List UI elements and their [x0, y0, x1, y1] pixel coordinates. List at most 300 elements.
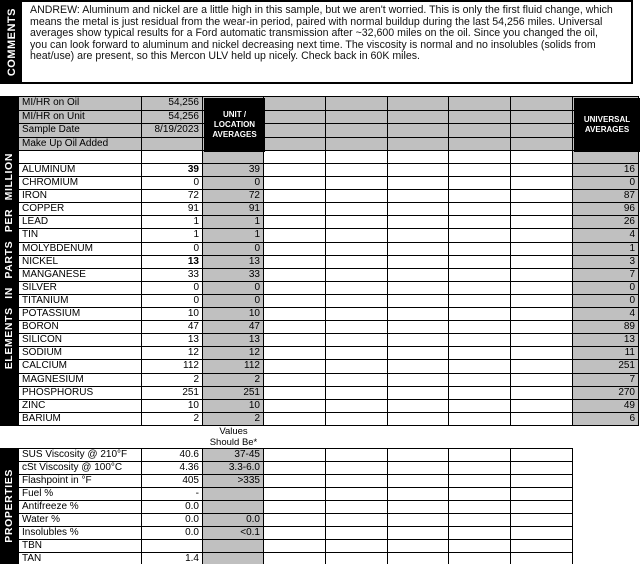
history-cell	[511, 216, 573, 229]
history-cell	[264, 269, 326, 282]
property-name: SUS Viscosity @ 210°F	[19, 449, 142, 462]
history-cell	[511, 540, 573, 553]
element-row	[19, 256, 639, 269]
history-cell	[264, 124, 326, 138]
history-cell	[449, 527, 511, 540]
history-cell	[264, 514, 326, 527]
history-cell	[388, 475, 449, 488]
history-cell	[449, 413, 511, 426]
property-should-be	[203, 540, 264, 553]
element-unit-average: 12	[203, 347, 264, 360]
history-cell	[264, 347, 326, 360]
element-row	[19, 347, 639, 360]
element-current-value: 12	[142, 347, 203, 360]
property-name: Flashpoint in °F	[19, 475, 142, 488]
history-cell	[449, 321, 511, 334]
element-current-value: 47	[142, 321, 203, 334]
spacer-cell	[573, 151, 639, 164]
history-cell	[326, 190, 388, 203]
element-row	[19, 321, 639, 334]
history-cell	[264, 387, 326, 400]
element-current-value: 251	[142, 387, 203, 400]
history-cell	[388, 295, 449, 308]
history-cell	[326, 374, 388, 387]
spacer-cell	[203, 151, 264, 164]
history-cell	[264, 475, 326, 488]
history-cell	[264, 527, 326, 540]
element-row	[19, 216, 639, 229]
element-unit-average: 13	[203, 334, 264, 347]
history-cell	[264, 308, 326, 321]
sample-info-row	[19, 124, 639, 138]
history-cell	[326, 475, 388, 488]
history-cell	[388, 360, 449, 373]
history-cell	[388, 177, 449, 190]
history-cell	[449, 269, 511, 282]
element-name: NICKEL	[19, 256, 142, 269]
history-cell	[449, 97, 511, 111]
history-cell	[264, 462, 326, 475]
property-current-value: 405	[142, 475, 203, 488]
history-cell	[449, 387, 511, 400]
history-cell	[388, 334, 449, 347]
history-cell	[326, 488, 388, 501]
history-cell	[388, 501, 449, 514]
history-cell	[511, 462, 573, 475]
element-universal-average: 270	[573, 387, 639, 400]
element-row	[19, 269, 639, 282]
history-cell	[264, 256, 326, 269]
unit-location-averages-header: UNIT / LOCATION AVERAGES	[204, 98, 265, 152]
element-current-value: 33	[142, 269, 203, 282]
history-cell	[264, 449, 326, 462]
element-name: IRON	[19, 190, 142, 203]
history-cell	[264, 138, 326, 152]
sample-info-label: Make Up Oil Added	[19, 138, 142, 152]
history-cell	[449, 243, 511, 256]
history-cell	[264, 540, 326, 553]
history-cell	[388, 449, 449, 462]
element-unit-average: 33	[203, 269, 264, 282]
history-cell	[264, 243, 326, 256]
property-current-value: 0.0	[142, 514, 203, 527]
sample-info-row	[19, 97, 639, 111]
history-cell	[388, 321, 449, 334]
history-cell	[511, 347, 573, 360]
element-name: PHOSPHORUS	[19, 387, 142, 400]
history-cell	[326, 256, 388, 269]
property-current-value: -	[142, 488, 203, 501]
history-cell	[511, 243, 573, 256]
property-current-value: 1.4	[142, 553, 203, 564]
history-cell	[326, 138, 388, 152]
history-cell	[511, 374, 573, 387]
history-cell	[326, 321, 388, 334]
history-cell	[388, 553, 449, 564]
history-cell	[449, 475, 511, 488]
history-cell	[449, 334, 511, 347]
history-cell	[326, 347, 388, 360]
history-cell	[264, 229, 326, 242]
sample-info-label: Sample Date	[19, 124, 142, 138]
history-cell	[264, 413, 326, 426]
history-cell	[511, 190, 573, 203]
history-cell	[388, 256, 449, 269]
history-cell	[326, 308, 388, 321]
sample-info-label: MI/HR on Oil	[19, 97, 142, 111]
element-universal-average: 96	[573, 203, 639, 216]
history-cell	[264, 360, 326, 373]
history-cell	[388, 190, 449, 203]
history-cell	[449, 216, 511, 229]
element-current-value: 10	[142, 400, 203, 413]
history-cell	[264, 111, 326, 125]
history-cell	[511, 308, 573, 321]
element-unit-average: 2	[203, 413, 264, 426]
history-cell	[264, 295, 326, 308]
element-universal-average: 87	[573, 190, 639, 203]
element-name: MAGNESIUM	[19, 374, 142, 387]
element-row	[19, 282, 639, 295]
history-cell	[449, 111, 511, 125]
element-unit-average: 2	[203, 374, 264, 387]
history-cell	[511, 553, 573, 564]
element-current-value: 1	[142, 229, 203, 242]
history-cell	[326, 501, 388, 514]
element-name: BORON	[19, 321, 142, 334]
spacer-row	[19, 151, 639, 164]
history-cell	[326, 229, 388, 242]
history-cell	[511, 124, 573, 138]
property-rows	[19, 449, 573, 564]
history-cell	[511, 413, 573, 426]
property-row	[19, 553, 573, 564]
element-row	[19, 413, 639, 426]
element-unit-average: 47	[203, 321, 264, 334]
property-current-value	[142, 540, 203, 553]
element-current-value: 0	[142, 177, 203, 190]
element-unit-average: 0	[203, 177, 264, 190]
element-universal-average: 4	[573, 229, 639, 242]
sample-info-value: 8/19/2023	[142, 124, 203, 138]
history-cell	[264, 501, 326, 514]
history-cell	[511, 256, 573, 269]
history-cell	[388, 400, 449, 413]
element-current-value: 13	[142, 334, 203, 347]
property-name: cSt Viscosity @ 100°C	[19, 462, 142, 475]
properties-section-bar	[0, 448, 18, 564]
history-cell	[326, 97, 388, 111]
history-cell	[511, 269, 573, 282]
history-cell	[264, 97, 326, 111]
element-unit-average: 13	[203, 256, 264, 269]
values-should-be-note	[203, 426, 264, 448]
history-cell	[388, 243, 449, 256]
element-universal-average: 7	[573, 269, 639, 282]
history-cell	[511, 295, 573, 308]
property-should-be: 0.0	[203, 514, 264, 527]
history-cell	[388, 97, 449, 111]
element-name: ZINC	[19, 400, 142, 413]
element-current-value: 2	[142, 413, 203, 426]
property-name: TBN	[19, 540, 142, 553]
history-cell	[326, 462, 388, 475]
sample-info-row	[19, 138, 639, 152]
element-current-value: 1	[142, 216, 203, 229]
element-row	[19, 203, 639, 216]
element-current-value: 72	[142, 190, 203, 203]
history-cell	[511, 488, 573, 501]
element-universal-average: 89	[573, 321, 639, 334]
properties-table	[18, 448, 573, 564]
history-cell	[264, 488, 326, 501]
element-name: COPPER	[19, 203, 142, 216]
element-universal-average: 49	[573, 400, 639, 413]
property-row	[19, 475, 573, 488]
history-cell	[511, 360, 573, 373]
property-row	[19, 501, 573, 514]
history-cell	[326, 527, 388, 540]
history-cell	[264, 400, 326, 413]
properties-section-label: PROPERTIES	[3, 469, 15, 543]
element-name: LEAD	[19, 216, 142, 229]
history-cell	[449, 138, 511, 152]
property-should-be	[203, 553, 264, 564]
element-universal-average: 1	[573, 243, 639, 256]
history-cell	[326, 413, 388, 426]
history-cell	[326, 124, 388, 138]
history-cell	[511, 501, 573, 514]
history-cell	[449, 177, 511, 190]
history-cell	[511, 282, 573, 295]
history-cell	[264, 282, 326, 295]
element-current-value: 112	[142, 360, 203, 373]
history-cell	[449, 256, 511, 269]
property-should-be: 37-45	[203, 449, 264, 462]
element-row	[19, 374, 639, 387]
history-cell	[388, 282, 449, 295]
history-cell	[388, 514, 449, 527]
element-universal-average: 0	[573, 177, 639, 190]
history-cell	[511, 449, 573, 462]
element-unit-average: 251	[203, 387, 264, 400]
history-cell	[449, 229, 511, 242]
comments-section-bar	[2, 2, 22, 82]
history-cell	[449, 190, 511, 203]
history-cell	[511, 387, 573, 400]
history-cell	[388, 413, 449, 426]
history-cell	[388, 164, 449, 177]
element-unit-average: 91	[203, 203, 264, 216]
values-note-line2: Should Be*	[209, 437, 258, 448]
history-cell	[449, 488, 511, 501]
element-name: SILICON	[19, 334, 142, 347]
sample-info-value	[142, 138, 203, 152]
property-should-be: <0.1	[203, 527, 264, 540]
history-cell	[264, 334, 326, 347]
history-cell	[388, 462, 449, 475]
history-cell	[449, 400, 511, 413]
history-cell	[388, 540, 449, 553]
property-row	[19, 527, 573, 540]
property-name: Insolubles %	[19, 527, 142, 540]
property-name: Fuel %	[19, 488, 142, 501]
element-universal-average: 251	[573, 360, 639, 373]
history-cell	[449, 374, 511, 387]
element-name: SILVER	[19, 282, 142, 295]
history-cell	[449, 124, 511, 138]
history-cell	[449, 553, 511, 564]
history-cell	[326, 111, 388, 125]
history-cell	[511, 164, 573, 177]
history-cell	[449, 295, 511, 308]
element-row	[19, 190, 639, 203]
history-cell	[326, 334, 388, 347]
history-cell	[388, 374, 449, 387]
history-cell	[388, 229, 449, 242]
element-row	[19, 229, 639, 242]
element-unit-average: 39	[203, 164, 264, 177]
elements-section-label: ELEMENTS IN PARTS PER MILLION	[3, 152, 15, 370]
element-row	[19, 177, 639, 190]
element-unit-average: 10	[203, 308, 264, 321]
history-cell	[511, 400, 573, 413]
history-cell	[388, 308, 449, 321]
history-cell	[388, 111, 449, 125]
element-row	[19, 164, 639, 177]
history-cell	[511, 97, 573, 111]
history-cell	[449, 501, 511, 514]
history-cell	[388, 124, 449, 138]
property-name: Water %	[19, 514, 142, 527]
property-row	[19, 488, 573, 501]
elements-section-bar	[0, 96, 18, 426]
element-row	[19, 308, 639, 321]
sample-info-rows	[19, 97, 639, 151]
history-cell	[264, 321, 326, 334]
element-unit-average: 0	[203, 282, 264, 295]
history-cell	[388, 203, 449, 216]
property-current-value: 0.0	[142, 527, 203, 540]
element-current-value: 91	[142, 203, 203, 216]
history-cell	[388, 269, 449, 282]
history-cell	[388, 387, 449, 400]
history-cell	[511, 527, 573, 540]
element-name: CHROMIUM	[19, 177, 142, 190]
history-cell	[326, 553, 388, 564]
element-name: BARIUM	[19, 413, 142, 426]
comments-section	[0, 0, 633, 84]
element-current-value: 0	[142, 243, 203, 256]
property-row	[19, 462, 573, 475]
sample-info-value: 54,256	[142, 111, 203, 125]
property-should-be	[203, 501, 264, 514]
history-cell	[326, 164, 388, 177]
history-cell	[326, 203, 388, 216]
universal-averages-header: UNIVERSAL AVERAGES	[574, 98, 640, 152]
element-current-value: 13	[142, 256, 203, 269]
history-cell	[388, 527, 449, 540]
history-cell	[511, 138, 573, 152]
element-unit-average: 0	[203, 243, 264, 256]
element-unit-average: 1	[203, 229, 264, 242]
history-cell	[326, 269, 388, 282]
history-cell	[449, 282, 511, 295]
history-cell	[388, 347, 449, 360]
property-current-value: 40.6	[142, 449, 203, 462]
property-current-value: 0.0	[142, 501, 203, 514]
history-cell	[449, 360, 511, 373]
history-cell	[449, 308, 511, 321]
history-cell	[511, 111, 573, 125]
element-current-value: 10	[142, 308, 203, 321]
history-cell	[388, 488, 449, 501]
history-cell	[449, 347, 511, 360]
history-cell	[326, 514, 388, 527]
element-name: CALCIUM	[19, 360, 142, 373]
element-unit-average: 0	[203, 295, 264, 308]
spacer-cell	[449, 151, 511, 164]
sample-info-label: MI/HR on Unit	[19, 111, 142, 125]
spacer-cell	[142, 151, 203, 164]
history-cell	[449, 462, 511, 475]
element-universal-average: 11	[573, 347, 639, 360]
spacer-cell	[388, 151, 449, 164]
history-cell	[511, 321, 573, 334]
history-cell	[326, 295, 388, 308]
element-unit-average: 112	[203, 360, 264, 373]
comments-text: ANDREW: Aluminum and nickel are a little high in this sample, but we aren't worried. This is only the first fluid change, which means the metal is just residual from the wear-in period, paired with normal buildup during the last 54,256 miles. Universal averages show typical results for a Ford automatic transmission after ~32,600 miles on the oil. Since you changed the oil, you can look forward to aluminum and nickel decreasing next time. The viscosity is normal and no insolubles (solids from heat/use) are present, so this Mercon ULV held up nicely. Check back in 60K miles.	[30, 4, 613, 62]
element-universal-average: 4	[573, 308, 639, 321]
element-universal-average: 26	[573, 216, 639, 229]
history-cell	[264, 203, 326, 216]
element-name: MANGANESE	[19, 269, 142, 282]
property-current-value: 4.36	[142, 462, 203, 475]
history-cell	[511, 514, 573, 527]
history-cell	[449, 540, 511, 553]
history-cell	[264, 164, 326, 177]
history-cell	[264, 177, 326, 190]
element-universal-average: 6	[573, 413, 639, 426]
element-name: SODIUM	[19, 347, 142, 360]
history-cell	[264, 190, 326, 203]
element-row	[19, 295, 639, 308]
history-cell	[511, 334, 573, 347]
elements-table	[18, 96, 639, 426]
element-row	[19, 400, 639, 413]
element-current-value: 39	[142, 164, 203, 177]
property-name: TAN	[19, 553, 142, 564]
history-cell	[326, 216, 388, 229]
history-cell	[326, 177, 388, 190]
comments-section-label: COMMENTS	[6, 7, 18, 77]
property-should-be: >335	[203, 475, 264, 488]
element-row	[19, 387, 639, 400]
spacer-cell	[19, 151, 142, 164]
element-unit-average: 10	[203, 400, 264, 413]
element-name: MOLYBDENUM	[19, 243, 142, 256]
history-cell	[326, 449, 388, 462]
element-universal-average: 13	[573, 334, 639, 347]
property-row	[19, 540, 573, 553]
history-cell	[449, 164, 511, 177]
history-cell	[264, 216, 326, 229]
property-row	[19, 514, 573, 527]
history-cell	[326, 387, 388, 400]
element-universal-average: 0	[573, 282, 639, 295]
history-cell	[449, 514, 511, 527]
history-cell	[511, 177, 573, 190]
